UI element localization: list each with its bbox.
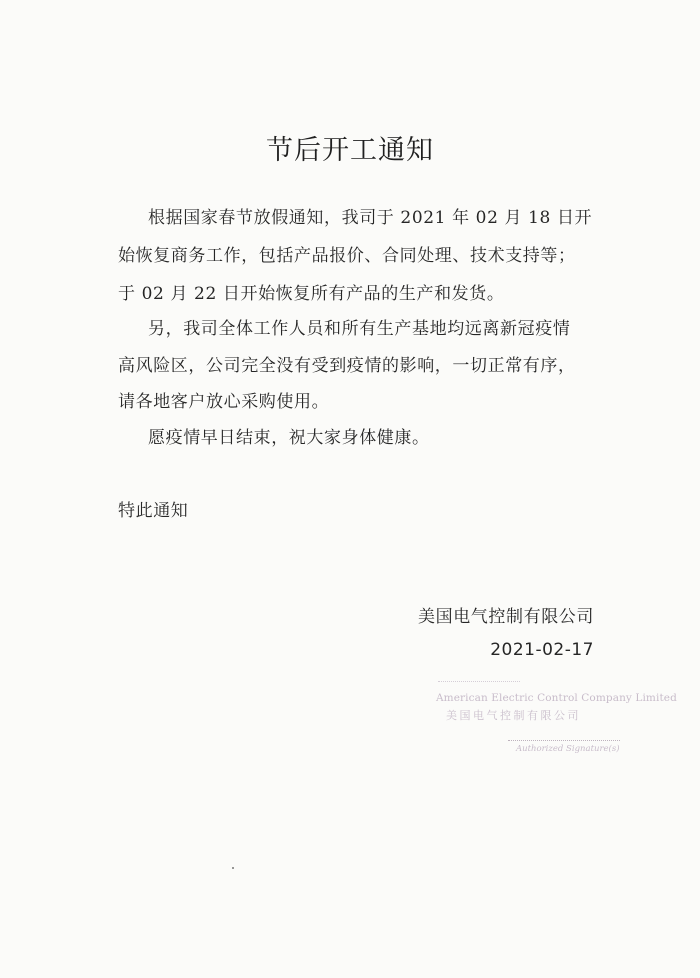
closing-remark: 特此通知 (118, 501, 189, 521)
paper-speck (232, 867, 234, 869)
paragraph-1-line-2: 始恢复商务工作，包括产品报价、合同处理、技术支持等； (118, 246, 576, 266)
notice-date: 2021-02-17 (490, 640, 594, 660)
page-title: 节后开工通知 (266, 135, 434, 166)
paragraph-1-line-1: 根据国家春节放假通知，我司于 2021 年 02 月 18 日开 (148, 208, 593, 228)
paragraph-2-line-3: 请各地客户放心采购使用。 (118, 392, 330, 412)
company-name: 美国电气控制有限公司 (418, 607, 594, 627)
stamp-chinese-name: 美国电气控制有限公司 (446, 709, 581, 722)
stamp-english-name: American Electric Control Company Limited (436, 692, 677, 704)
paragraph-1-line-3: 于 02 月 22 日开始恢复所有产品的生产和发货。 (118, 284, 505, 304)
company-stamp (426, 676, 677, 758)
paragraph-2-line-2: 高风险区，公司完全没有受到疫情的影响，一切正常有序， (118, 356, 576, 376)
stamp-signature-line (508, 740, 620, 741)
stamp-top-line (438, 681, 520, 682)
paragraph-2-line-1: 另，我司全体工作人员和所有生产基地均远离新冠疫情 (148, 319, 571, 339)
stamp-signature-caption: Authorized Signature(s) (516, 744, 620, 754)
paragraph-3-line-1: 愿疫情早日结束，祝大家身体健康。 (148, 428, 430, 448)
